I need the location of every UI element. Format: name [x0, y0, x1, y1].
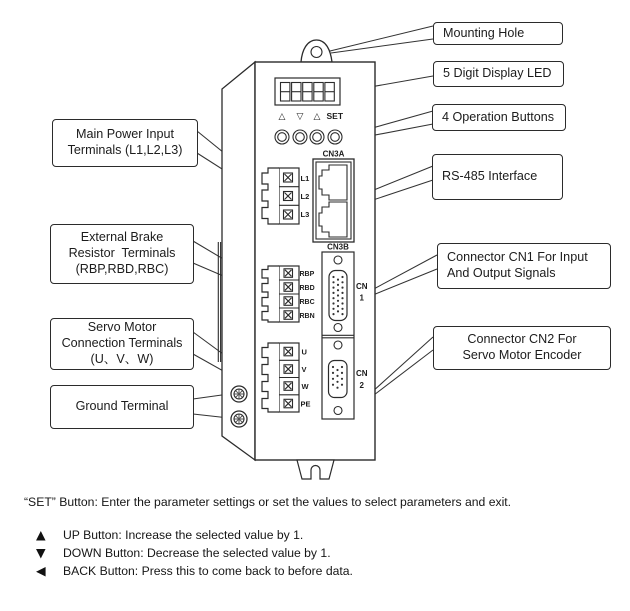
callout-operation-buttons [432, 104, 566, 131]
callout-line: And Output Signals [447, 266, 556, 280]
up-triangle-icon: △ [278, 112, 286, 122]
bottom-mounting-tab [297, 460, 334, 479]
terminal-label-u: U [301, 347, 307, 357]
bullet-text: BACK Button: Press this to come back to before data. [63, 564, 353, 578]
terminal-label-v: V [301, 365, 307, 374]
callout-label: 4 Operation Buttons [442, 109, 555, 124]
cn2-label-2: 2 [359, 381, 364, 390]
leader-cn2-1 [372, 337, 433, 392]
callout-ground [50, 385, 194, 429]
callout-line: Connector CN1 For Input [447, 250, 588, 265]
callout-line: External Brake [80, 230, 164, 245]
device-outline [218, 40, 375, 479]
callout-line: (U、V、W) [90, 351, 154, 366]
back-filled-triangle-icon: ◀ [36, 562, 46, 578]
terminal-label-rbn: RBN [299, 313, 315, 320]
cn1-label-1: 1 [359, 293, 364, 303]
side-panel [222, 62, 255, 460]
terminal-label-l3: L3 [300, 210, 310, 219]
leader-mounting-1 [330, 26, 433, 51]
back-button-note [36, 564, 353, 578]
terminal-label-w: W [301, 382, 309, 391]
cn3b-label: CN3B [327, 242, 349, 252]
up-filled-triangle-icon: ▲ [36, 526, 46, 542]
callout-brake [50, 224, 194, 284]
leader-cn2-2 [370, 350, 433, 398]
callout-label: Ground Terminal [75, 399, 169, 413]
callout-line: Connection Terminals [61, 336, 183, 350]
terminal-label-rbc: RBC [299, 299, 315, 306]
cn2-label-cn: CN [356, 369, 368, 378]
cn1-label-cn: CN [356, 282, 368, 291]
down-filled-triangle-icon: ▼ [36, 544, 46, 560]
terminal-label-pe: PE [300, 399, 311, 409]
callout-main-power [52, 119, 198, 167]
terminal-label-l1: L1 [300, 174, 310, 183]
down-button-note [36, 546, 331, 560]
callout-cn1 [437, 243, 611, 289]
up-button-note [36, 528, 303, 542]
terminal-label-rbp: RBP [299, 271, 315, 278]
callout-label: Mounting Hole [443, 25, 525, 40]
bullet-text: DOWN Button: Decrease the selected value by 1. [63, 546, 331, 560]
callout-line: Resistor Terminals [68, 246, 176, 260]
callout-line: Connector CN2 For [467, 332, 577, 347]
callout-servo [50, 318, 194, 370]
power-terminal-block [262, 168, 309, 224]
callout-label: RS-485 Interface [442, 169, 538, 183]
terminal-label-l2: L2 [300, 192, 310, 201]
callout-line: Terminals (L1,L2,L3) [67, 143, 183, 157]
callout-mounting-hole [433, 22, 563, 45]
callout-line: Servo Motor [87, 320, 157, 335]
terminal-label-rbd: RBD [299, 285, 315, 292]
back-triangle-icon: △ [313, 112, 321, 122]
callout-cn2 [433, 326, 611, 370]
callout-display-led [433, 61, 564, 87]
callout-label: 5 Digit Display LED [443, 66, 552, 80]
callout-rs485 [432, 154, 563, 200]
display-led [275, 78, 340, 105]
callout-line: Servo Motor Encoder [462, 348, 582, 362]
set-button-note: “SET” Button: Enter the parameter settings or set the values to select parameters and exit. [24, 495, 512, 509]
callout-line: Main Power Input [75, 127, 174, 142]
leader-mounting-2 [331, 39, 433, 53]
cn3a-label: CN3A [322, 149, 345, 159]
down-triangle-icon: ▽ [296, 112, 304, 122]
callout-line: (RBP,RBD,RBC) [75, 261, 169, 276]
mounting-hole [311, 47, 322, 58]
set-button-label: SET [326, 111, 344, 121]
bullet-text: UP Button: Increase the selected value by 1. [63, 528, 304, 542]
